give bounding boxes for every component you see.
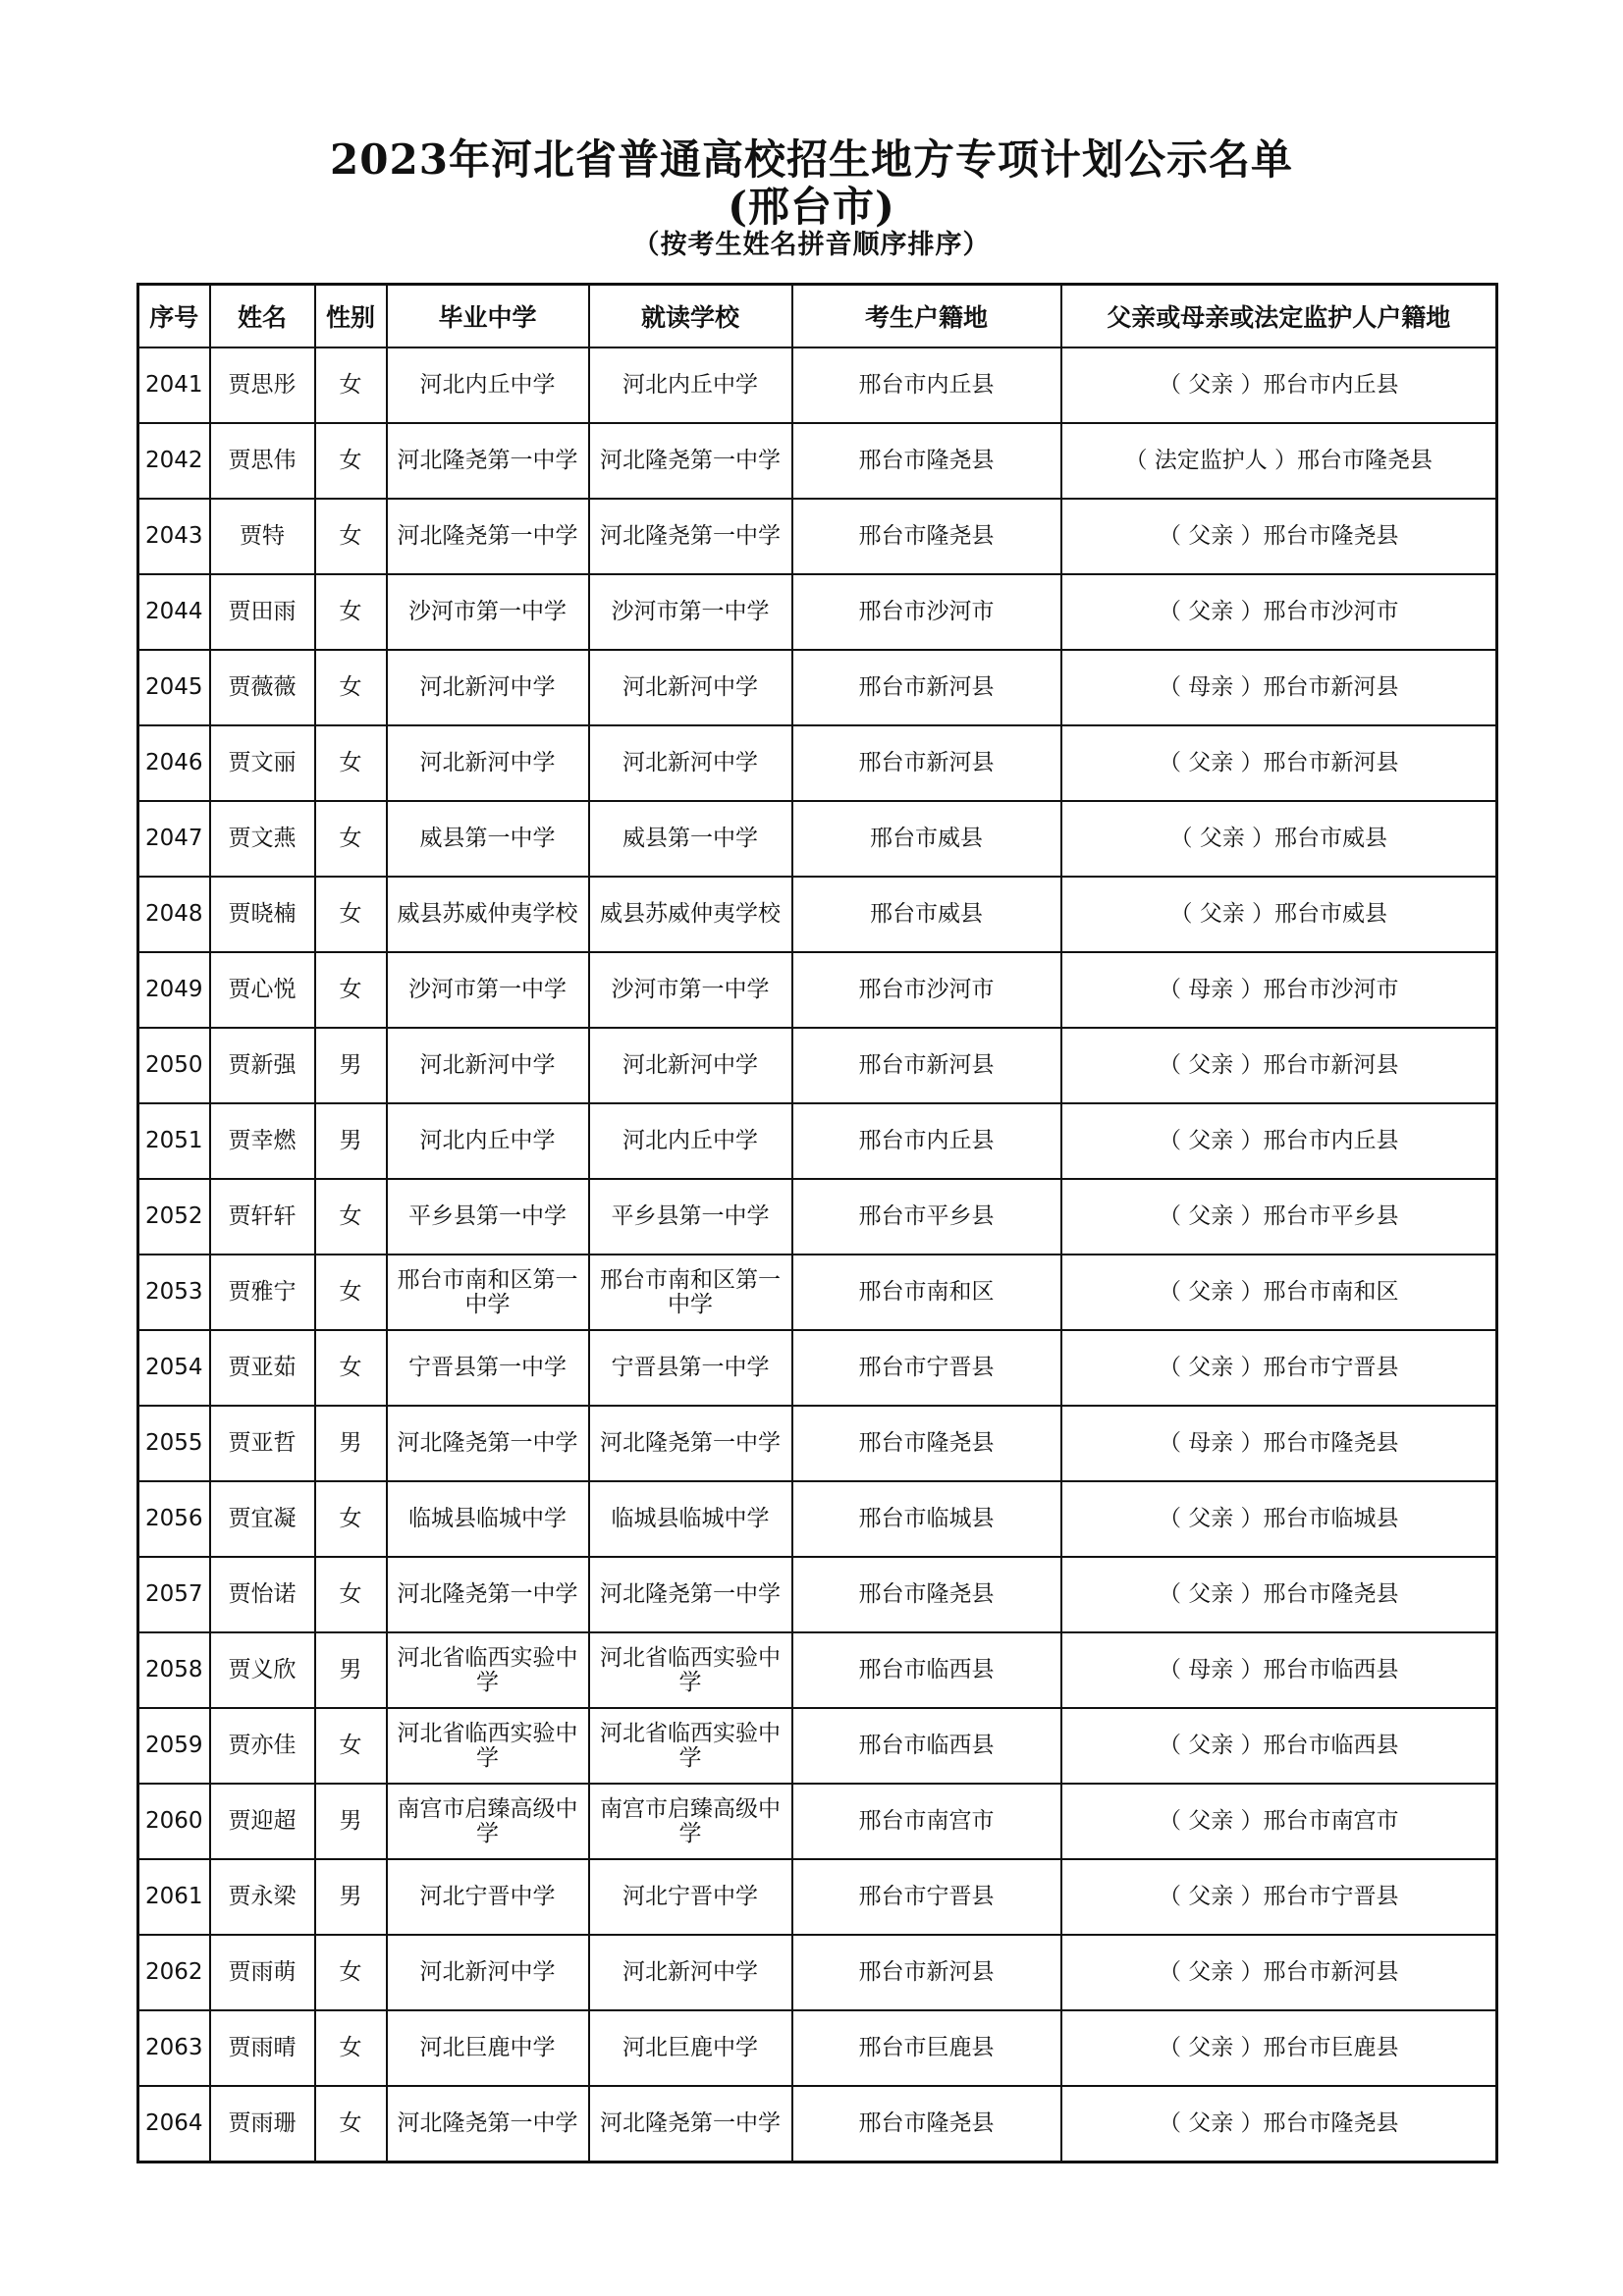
cell-current-school: 河北隆尧第一中学 (589, 1406, 792, 1481)
cell-current-school: 沙河市第一中学 (589, 574, 792, 650)
table-row (138, 1557, 1497, 1632)
table-row (138, 650, 1497, 725)
cell-guardian-hukou: （ 父亲 ）邢台市宁晋县 (1061, 1859, 1497, 1935)
cell-current-school: 河北省临西实验中学 (589, 1632, 792, 1708)
sort-note: （按考生姓名拼音顺序排序） (632, 230, 991, 260)
cell-student-hukou: 邢台市威县 (792, 801, 1061, 877)
table-body (138, 347, 1497, 2163)
cell-gender: 男 (315, 1103, 387, 1179)
cell-name: 贾亦佳 (210, 1708, 315, 1784)
cell-guardian-hukou: （ 父亲 ）邢台市临城县 (1061, 1481, 1497, 1557)
table-row (138, 1859, 1497, 1935)
cell-name: 贾幸燃 (210, 1103, 315, 1179)
cell-graduated-school: 河北新河中学 (387, 1028, 589, 1103)
cell-name: 贾雨珊 (210, 2086, 315, 2163)
cell-student-hukou: 邢台市南和区 (792, 1255, 1061, 1330)
table-row (138, 1103, 1497, 1179)
table-row (138, 347, 1497, 423)
cell-seq: 2049 (138, 952, 210, 1028)
cell-name: 贾新强 (210, 1028, 315, 1103)
table-row (138, 1255, 1497, 1330)
cell-gender: 女 (315, 1481, 387, 1557)
cell-name: 贾永梁 (210, 1859, 315, 1935)
cell-graduated-school: 南宫市启臻高级中学 (387, 1784, 589, 1859)
cell-guardian-hukou: （ 父亲 ）邢台市宁晋县 (1061, 1330, 1497, 1406)
cell-name: 贾雅宁 (210, 1255, 315, 1330)
table-row (138, 1632, 1497, 1708)
cell-guardian-hukou: （ 父亲 ）邢台市新河县 (1061, 1028, 1497, 1103)
cell-gender: 男 (315, 1859, 387, 1935)
cell-graduated-school: 河北隆尧第一中学 (387, 1406, 589, 1481)
cell-graduated-school: 河北隆尧第一中学 (387, 1557, 589, 1632)
cell-guardian-hukou: （ 母亲 ）邢台市临西县 (1061, 1632, 1497, 1708)
cell-name: 贾思彤 (210, 347, 315, 423)
cell-graduated-school: 临城县临城中学 (387, 1481, 589, 1557)
cell-guardian-hukou: （ 父亲 ）邢台市沙河市 (1061, 574, 1497, 650)
cell-student-hukou: 邢台市新河县 (792, 650, 1061, 725)
cell-student-hukou: 邢台市临西县 (792, 1632, 1061, 1708)
cell-graduated-school: 河北新河中学 (387, 650, 589, 725)
cell-seq: 2058 (138, 1632, 210, 1708)
cell-name: 贾薇薇 (210, 650, 315, 725)
cell-current-school: 平乡县第一中学 (589, 1179, 792, 1255)
table-header-row (138, 285, 1497, 348)
cell-graduated-school: 沙河市第一中学 (387, 952, 589, 1028)
document-subtitle: (邢台市) (728, 183, 895, 231)
cell-gender: 女 (315, 650, 387, 725)
cell-guardian-hukou: （ 父亲 ）邢台市南和区 (1061, 1255, 1497, 1330)
cell-guardian-hukou: （ 母亲 ）邢台市新河县 (1061, 650, 1497, 725)
header-name: 姓名 (210, 285, 315, 348)
admission-roster-table (136, 283, 1498, 2163)
cell-guardian-hukou: （ 父亲 ）邢台市临西县 (1061, 1708, 1497, 1784)
cell-student-hukou: 邢台市临城县 (792, 1481, 1061, 1557)
cell-name: 贾轩轩 (210, 1179, 315, 1255)
cell-seq: 2041 (138, 347, 210, 423)
cell-guardian-hukou: （ 法定监护人 ）邢台市隆尧县 (1061, 423, 1497, 499)
cell-graduated-school: 河北巨鹿中学 (387, 2010, 589, 2086)
cell-student-hukou: 邢台市宁晋县 (792, 1859, 1061, 1935)
cell-guardian-hukou: （ 父亲 ）邢台市隆尧县 (1061, 2086, 1497, 2163)
cell-graduated-school: 沙河市第一中学 (387, 574, 589, 650)
cell-gender: 女 (315, 877, 387, 952)
cell-seq: 2059 (138, 1708, 210, 1784)
cell-name: 贾雨晴 (210, 2010, 315, 2086)
cell-seq: 2052 (138, 1179, 210, 1255)
cell-guardian-hukou: （ 父亲 ）邢台市威县 (1061, 877, 1497, 952)
cell-seq: 2042 (138, 423, 210, 499)
cell-current-school: 河北省临西实验中学 (589, 1708, 792, 1784)
cell-student-hukou: 邢台市内丘县 (792, 1103, 1061, 1179)
cell-gender: 男 (315, 1406, 387, 1481)
cell-student-hukou: 邢台市新河县 (792, 1935, 1061, 2010)
cell-current-school: 河北巨鹿中学 (589, 2010, 792, 2086)
cell-gender: 男 (315, 1028, 387, 1103)
table-row (138, 423, 1497, 499)
cell-graduated-school: 河北隆尧第一中学 (387, 2086, 589, 2163)
cell-graduated-school: 河北内丘中学 (387, 1103, 589, 1179)
cell-graduated-school: 河北省临西实验中学 (387, 1708, 589, 1784)
cell-seq: 2050 (138, 1028, 210, 1103)
header-gender: 性别 (315, 285, 387, 348)
cell-name: 贾思伟 (210, 423, 315, 499)
table-row (138, 1330, 1497, 1406)
cell-guardian-hukou: （ 父亲 ）邢台市威县 (1061, 801, 1497, 877)
cell-current-school: 河北新河中学 (589, 1028, 792, 1103)
cell-student-hukou: 邢台市新河县 (792, 725, 1061, 801)
cell-seq: 2064 (138, 2086, 210, 2163)
cell-gender: 女 (315, 2010, 387, 2086)
cell-guardian-hukou: （ 父亲 ）邢台市隆尧县 (1061, 1557, 1497, 1632)
cell-name: 贾特 (210, 499, 315, 574)
cell-student-hukou: 邢台市南宫市 (792, 1784, 1061, 1859)
cell-seq: 2045 (138, 650, 210, 725)
cell-guardian-hukou: （ 父亲 ）邢台市平乡县 (1061, 1179, 1497, 1255)
cell-name: 贾文丽 (210, 725, 315, 801)
cell-current-school: 河北内丘中学 (589, 1103, 792, 1179)
cell-student-hukou: 邢台市隆尧县 (792, 499, 1061, 574)
table-row (138, 499, 1497, 574)
cell-graduated-school: 邢台市南和区第一中学 (387, 1255, 589, 1330)
cell-graduated-school: 河北省临西实验中学 (387, 1632, 589, 1708)
cell-name: 贾怡诺 (210, 1557, 315, 1632)
cell-guardian-hukou: （ 父亲 ）邢台市隆尧县 (1061, 499, 1497, 574)
header-student-hukou: 考生户籍地 (792, 285, 1061, 348)
table-row (138, 2086, 1497, 2163)
cell-student-hukou: 邢台市隆尧县 (792, 1406, 1061, 1481)
cell-graduated-school: 平乡县第一中学 (387, 1179, 589, 1255)
cell-student-hukou: 邢台市宁晋县 (792, 1330, 1061, 1406)
table-row (138, 1935, 1497, 2010)
cell-gender: 女 (315, 1935, 387, 2010)
cell-name: 贾晓楠 (210, 877, 315, 952)
cell-current-school: 河北隆尧第一中学 (589, 2086, 792, 2163)
cell-name: 贾田雨 (210, 574, 315, 650)
cell-student-hukou: 邢台市新河县 (792, 1028, 1061, 1103)
cell-current-school: 沙河市第一中学 (589, 952, 792, 1028)
cell-current-school: 南宫市启臻高级中学 (589, 1784, 792, 1859)
cell-gender: 女 (315, 1255, 387, 1330)
cell-current-school: 河北隆尧第一中学 (589, 1557, 792, 1632)
table-row (138, 801, 1497, 877)
header-seq: 序号 (138, 285, 210, 348)
cell-student-hukou: 邢台市沙河市 (792, 574, 1061, 650)
table-row (138, 2010, 1497, 2086)
cell-graduated-school: 威县第一中学 (387, 801, 589, 877)
cell-gender: 女 (315, 1330, 387, 1406)
cell-guardian-hukou: （ 父亲 ）邢台市内丘县 (1061, 1103, 1497, 1179)
cell-gender: 男 (315, 1784, 387, 1859)
cell-student-hukou: 邢台市临西县 (792, 1708, 1061, 1784)
cell-current-school: 河北隆尧第一中学 (589, 499, 792, 574)
table-row (138, 1406, 1497, 1481)
cell-gender: 女 (315, 2086, 387, 2163)
cell-student-hukou: 邢台市平乡县 (792, 1179, 1061, 1255)
cell-name: 贾义欣 (210, 1632, 315, 1708)
cell-name: 贾亚茹 (210, 1330, 315, 1406)
cell-current-school: 河北新河中学 (589, 1935, 792, 2010)
cell-seq: 2057 (138, 1557, 210, 1632)
cell-gender: 女 (315, 423, 387, 499)
cell-graduated-school: 河北内丘中学 (387, 347, 589, 423)
cell-graduated-school: 河北宁晋中学 (387, 1859, 589, 1935)
cell-current-school: 宁晋县第一中学 (589, 1330, 792, 1406)
cell-gender: 女 (315, 1708, 387, 1784)
cell-student-hukou: 邢台市隆尧县 (792, 423, 1061, 499)
cell-seq: 2054 (138, 1330, 210, 1406)
table-row (138, 1481, 1497, 1557)
cell-student-hukou: 邢台市沙河市 (792, 952, 1061, 1028)
cell-graduated-school: 宁晋县第一中学 (387, 1330, 589, 1406)
cell-gender: 女 (315, 952, 387, 1028)
cell-seq: 2044 (138, 574, 210, 650)
table-row (138, 574, 1497, 650)
cell-name: 贾文燕 (210, 801, 315, 877)
document-title: 2023年河北省普通高校招生地方专项计划公示名单 (330, 135, 1293, 184)
cell-graduated-school: 河北隆尧第一中学 (387, 499, 589, 574)
cell-guardian-hukou: （ 父亲 ）邢台市内丘县 (1061, 347, 1497, 423)
cell-seq: 2048 (138, 877, 210, 952)
cell-student-hukou: 邢台市巨鹿县 (792, 2010, 1061, 2086)
cell-seq: 2047 (138, 801, 210, 877)
cell-graduated-school: 河北新河中学 (387, 725, 589, 801)
cell-student-hukou: 邢台市内丘县 (792, 347, 1061, 423)
cell-current-school: 威县第一中学 (589, 801, 792, 877)
cell-name: 贾宜凝 (210, 1481, 315, 1557)
cell-name: 贾亚哲 (210, 1406, 315, 1481)
cell-gender: 女 (315, 725, 387, 801)
cell-gender: 女 (315, 347, 387, 423)
table-row (138, 877, 1497, 952)
cell-seq: 2056 (138, 1481, 210, 1557)
cell-seq: 2062 (138, 1935, 210, 2010)
cell-name: 贾心悦 (210, 952, 315, 1028)
cell-gender: 女 (315, 1557, 387, 1632)
cell-current-school: 河北内丘中学 (589, 347, 792, 423)
cell-current-school: 威县苏威仲夷学校 (589, 877, 792, 952)
cell-guardian-hukou: （ 父亲 ）邢台市新河县 (1061, 725, 1497, 801)
cell-student-hukou: 邢台市隆尧县 (792, 2086, 1061, 2163)
cell-seq: 2060 (138, 1784, 210, 1859)
cell-guardian-hukou: （ 母亲 ）邢台市隆尧县 (1061, 1406, 1497, 1481)
cell-seq: 2043 (138, 499, 210, 574)
cell-student-hukou: 邢台市威县 (792, 877, 1061, 952)
cell-graduated-school: 河北隆尧第一中学 (387, 423, 589, 499)
cell-graduated-school: 威县苏威仲夷学校 (387, 877, 589, 952)
cell-guardian-hukou: （ 父亲 ）邢台市南宫市 (1061, 1784, 1497, 1859)
cell-current-school: 河北隆尧第一中学 (589, 423, 792, 499)
header-current-school: 就读学校 (589, 285, 792, 348)
cell-current-school: 河北新河中学 (589, 725, 792, 801)
cell-current-school: 河北新河中学 (589, 650, 792, 725)
cell-current-school: 临城县临城中学 (589, 1481, 792, 1557)
cell-gender: 男 (315, 1632, 387, 1708)
cell-gender: 女 (315, 499, 387, 574)
cell-seq: 2053 (138, 1255, 210, 1330)
cell-seq: 2046 (138, 725, 210, 801)
table-row (138, 1028, 1497, 1103)
cell-guardian-hukou: （ 父亲 ）邢台市巨鹿县 (1061, 2010, 1497, 2086)
cell-gender: 女 (315, 574, 387, 650)
cell-gender: 女 (315, 801, 387, 877)
header-graduated-school: 毕业中学 (387, 285, 589, 348)
cell-seq: 2061 (138, 1859, 210, 1935)
cell-guardian-hukou: （ 母亲 ）邢台市沙河市 (1061, 952, 1497, 1028)
cell-graduated-school: 河北新河中学 (387, 1935, 589, 2010)
header-guardian-hukou: 父亲或母亲或法定监护人户籍地 (1061, 285, 1497, 348)
cell-current-school: 河北宁晋中学 (589, 1859, 792, 1935)
cell-current-school: 邢台市南和区第一中学 (589, 1255, 792, 1330)
cell-guardian-hukou: （ 父亲 ）邢台市新河县 (1061, 1935, 1497, 2010)
table-row (138, 952, 1497, 1028)
table-row (138, 725, 1497, 801)
cell-seq: 2051 (138, 1103, 210, 1179)
table-row (138, 1708, 1497, 1784)
cell-seq: 2063 (138, 2010, 210, 2086)
table-row (138, 1179, 1497, 1255)
cell-gender: 女 (315, 1179, 387, 1255)
table-row (138, 1784, 1497, 1859)
cell-student-hukou: 邢台市隆尧县 (792, 1557, 1061, 1632)
cell-name: 贾雨萌 (210, 1935, 315, 2010)
cell-name: 贾迎超 (210, 1784, 315, 1859)
cell-seq: 2055 (138, 1406, 210, 1481)
